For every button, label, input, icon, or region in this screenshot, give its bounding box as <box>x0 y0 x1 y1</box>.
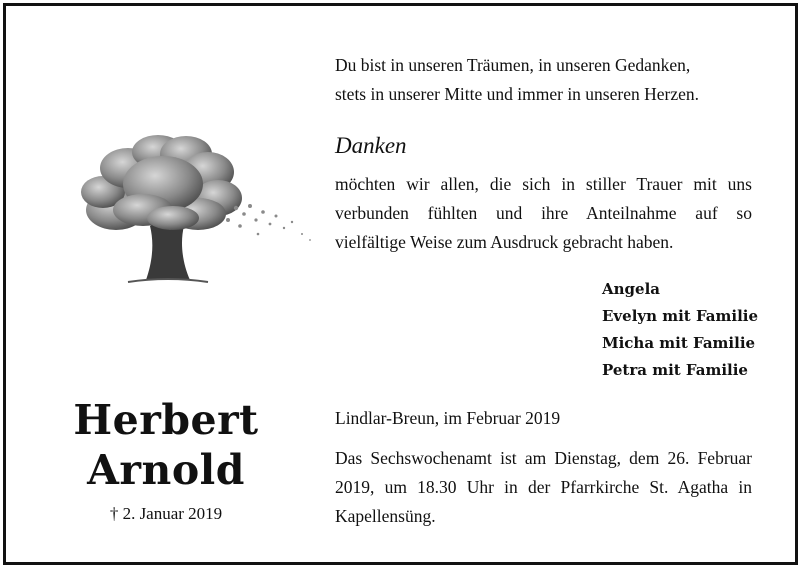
thanks-text <box>335 170 752 257</box>
mass-line: Kapellensüng. <box>335 506 436 526</box>
signer: Petra mit Familie <box>602 361 748 379</box>
thanks-line: vielfältige Weise zum Ausdruck gebracht haben. <box>335 232 674 252</box>
place-date: Lindlar-Breun, im Februar 2019 <box>335 408 561 428</box>
signer: Angela <box>602 280 660 298</box>
deceased-first-name: Herbert <box>73 396 259 444</box>
signers-list <box>602 276 758 384</box>
tree-icon <box>58 130 318 285</box>
thanks-line: verbunden fühlten und ihre Anteilnahme auf so <box>335 203 752 223</box>
motto-line: stets in unserer Mitte und immer in unseren Herzen. <box>335 84 699 104</box>
thanks-line: möchten wir allen, die sich in stiller Trauer mit uns <box>335 174 752 194</box>
obituary-card <box>3 3 798 565</box>
signer: Evelyn mit Familie <box>602 307 759 325</box>
thanks-heading: Danken <box>335 133 407 158</box>
motto <box>335 51 755 109</box>
death-date: † 2. Januar 2019 <box>109 504 223 523</box>
mass-notice <box>335 444 752 531</box>
mass-line: 2019, um 18.30 Uhr in der Pfarrkirche St. Agatha in <box>335 477 752 497</box>
motto-line: Du bist in unseren Träumen, in unseren Gedanken, <box>335 55 691 75</box>
mass-line: Das Sechswochenamt ist am Dienstag, dem 26. Februar <box>335 448 752 468</box>
signer: Micha mit Familie <box>602 334 756 352</box>
deceased-last-name: Arnold <box>87 446 245 494</box>
